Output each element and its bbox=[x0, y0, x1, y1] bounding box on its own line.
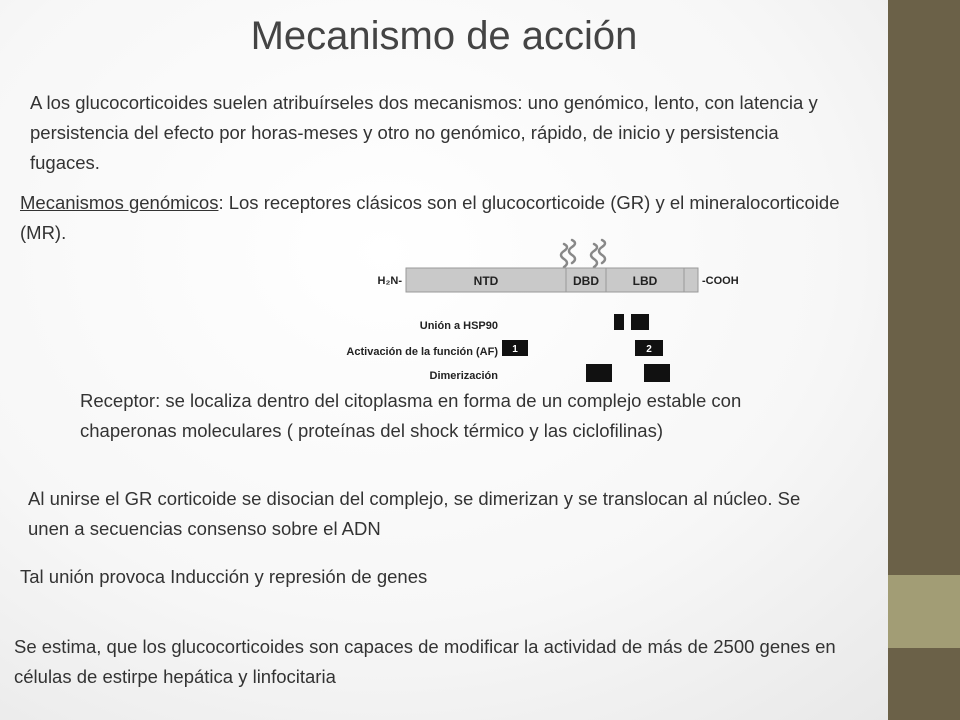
domain-lbd-label: LBD bbox=[632, 274, 658, 288]
hsp90-block bbox=[614, 314, 624, 330]
intro-paragraph: A los glucocorticoides suelen atribuírseles dos mecanismos: uno genómico, lento, con latencia y persistencia del efecto por horas-meses y otro no genómico, rápido, de inicio y persistencia fugaces. bbox=[30, 92, 818, 173]
sidebar-decoration bbox=[888, 0, 960, 720]
row-label-dimerization: Dimerización bbox=[429, 370, 498, 382]
domain-dbd-label: DBD bbox=[573, 274, 599, 288]
induction-paragraph: Tal unión provoca Inducción y represión de genes bbox=[20, 566, 428, 587]
slide-title: Mecanismo de acción bbox=[250, 14, 638, 58]
row-label-af: Activación de la función (AF) bbox=[346, 346, 498, 358]
n-terminus-label: H₂N- bbox=[377, 275, 402, 287]
genomic-text: : Los receptores clásicos son el glucocorticoide (GR) y el mineralocorticoide (MR). bbox=[20, 192, 840, 243]
sidebar-bottom-block bbox=[888, 648, 960, 720]
genomic-heading: Mecanismos genómicos bbox=[20, 192, 219, 213]
receptor-domain-diagram bbox=[296, 234, 756, 386]
estimate-paragraph: Se estima, que los glucocorticoides son capaces de modificar la actividad de más de 2500 genes en células de estirpe hepática y linfocitaria bbox=[14, 636, 836, 687]
row-label-hsp90: Unión a HSP90 bbox=[419, 320, 498, 332]
sidebar-top-block bbox=[888, 0, 960, 575]
af1-label: 1 bbox=[512, 344, 518, 355]
hsp-squiggle-icon bbox=[561, 240, 605, 267]
af2-label: 2 bbox=[646, 344, 652, 355]
binding-paragraph: Al unirse el GR corticoide se disocian del complejo, se dimerizan y se translocan al núcleo. Se unen a secuencias consenso sobre el ADN bbox=[28, 488, 801, 539]
dimerization-block bbox=[586, 364, 612, 382]
sidebar-middle-block bbox=[888, 575, 960, 648]
receptor-paragraph: Receptor: se localiza dentro del citoplasma en forma de un complejo estable con chaperonas moleculares ( proteínas del shock térmico y las ciclofilinas) bbox=[80, 390, 742, 441]
domain-ntd-label: NTD bbox=[473, 274, 499, 288]
dimerization-block bbox=[644, 364, 670, 382]
hsp90-block bbox=[631, 314, 649, 330]
c-terminus-label: -COOH bbox=[702, 275, 739, 287]
